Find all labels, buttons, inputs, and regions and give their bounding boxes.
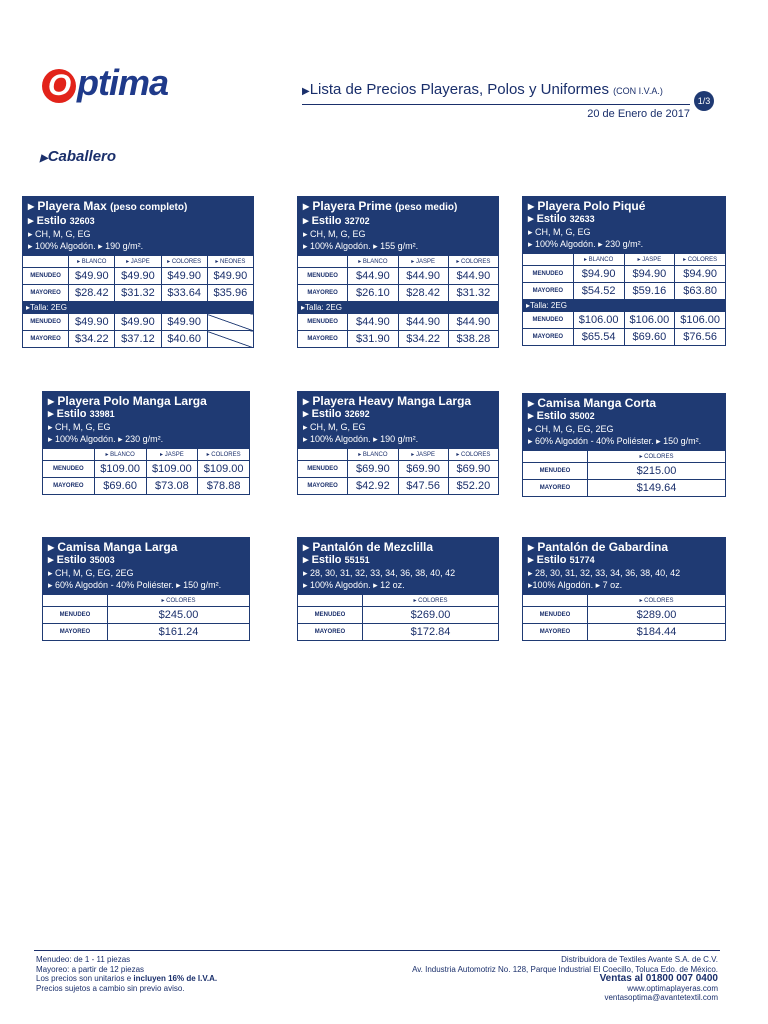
product-card-playera-max (22, 196, 254, 348)
card-header: ▸ Playera Polo Manga Larga ▸ Estilo 33981 ▸ CH, M, G, EG ▸ 100% Algodón. ▸ 230 g/m². (42, 391, 250, 448)
price-table: ▸ BLANCO ▸ JASPE ▸ COLORES ▸ NEONES MENUDEO $49.90 $49.90 $49.90 $49.90 MAYOREO $28.42 $31.32 $33.64 $35.96 ▸Talla: 2EG MENUDEO $49.90 $49.90 $49.90 MAYOREO $34.22 $37.12 $40.60 (22, 255, 254, 348)
section-title: ▶Caballero (40, 148, 117, 165)
page-number-badge: 1/3 (694, 91, 714, 111)
price-table: ▸ COLORES MENUDEO $269.00 MAYOREO $172.84 (297, 594, 499, 641)
price-table: ▸ BLANCO ▸ JASPE ▸ COLORES MENUDEO $44.90 $44.90 $44.90 MAYOREO $26.10 $28.42 $31.32 ▸Talla: 2EG MENUDEO $44.90 $44.90 $44.90 MAYOREO $31.90 $34.22 $38.28 (297, 255, 499, 348)
triangle-icon: ▶ (302, 86, 310, 97)
card-header: ▸ Playera Heavy Manga Larga ▸ Estilo 32692 ▸ CH, M, G, EG ▸ 100% Algodón. ▸ 190 g/m². (297, 391, 499, 448)
footer-divider (34, 950, 720, 951)
optima-logo: O ptima (42, 62, 168, 104)
price-list-date: 20 de Enero de 2017 (587, 108, 690, 120)
page-title: ▶Lista de Precios Playeras, Polos y Uniformes (CON I.V.A.) (302, 81, 663, 98)
triangle-icon: ▶ (40, 153, 48, 164)
email-link[interactable]: ventasoptima@avantetextil.com (604, 993, 718, 1002)
card-header: ▸ Playera Polo Piqué ▸ Estilo 32633 ▸ CH, M, G, EG ▸ 100% Algodón. ▸ 230 g/m². (522, 196, 726, 253)
website-link[interactable]: www.optimaplayeras.com (627, 983, 718, 993)
card-header: ▸ Pantalón de Mezclilla ▸ Estilo 55151 ▸ 28, 30, 31, 32, 33, 34, 36, 38, 40, 42 ▸ 100% Algodón. ▸ 12 oz. (297, 537, 499, 594)
iva-note: (CON I.V.A.) (613, 86, 663, 96)
product-card-playera-polo-pique (522, 196, 726, 346)
price-table: ▸ BLANCO ▸ JASPE ▸ COLORES MENUDEO $109.00 $109.00 $109.00 MAYOREO $69.60 $73.08 $78.88 (42, 448, 250, 495)
product-card-camisa-manga-larga (42, 537, 250, 641)
sales-phone: Ventas al 01800 007 0400 (599, 973, 718, 984)
header-divider (302, 104, 690, 105)
price-table: ▸ COLORES MENUDEO $215.00 MAYOREO $149.64 (522, 450, 726, 497)
price-table: ▸ COLORES MENUDEO $245.00 MAYOREO $161.24 (42, 594, 250, 641)
price-table: ▸ BLANCO ▸ JASPE ▸ COLORES MENUDEO $94.90 $94.90 $94.90 MAYOREO $54.52 $59.16 $63.80 ▸Talla: 2EG MENUDEO $106.00 $106.00 $106.00 MAYOREO $65.54 $69.60 $76.56 (522, 253, 726, 346)
product-card-playera-prime (297, 196, 499, 348)
card-header: ▸ Camisa Manga Corta ▸ Estilo 35002 ▸ CH, M, G, EG, 2EG ▸ 60% Algodón - 40% Poliéster. ▸ 150 g/m². (522, 393, 726, 450)
price-table: ▸ BLANCO ▸ JASPE ▸ COLORES MENUDEO $69.90 $69.90 $69.90 MAYOREO $42.92 $47.56 $52.20 (297, 448, 499, 495)
product-card-pantalon-gabardina (522, 537, 726, 641)
card-header: ▸ Pantalón de Gabardina ▸ Estilo 51774 ▸ 28, 30, 31, 32, 33, 34, 36, 38, 40, 42 ▸100% Algodón. ▸ 7 oz. (522, 537, 726, 594)
product-card-camisa-manga-corta (522, 393, 726, 497)
price-table: ▸ COLORES MENUDEO $289.00 MAYOREO $184.44 (522, 594, 726, 641)
footer-notes: Menudeo: de 1 - 11 piezas Mayoreo: a partir de 12 piezas Los precios son unitarios e incluyen 16% de I.V.A. Precios sujetos a cambio sin previo aviso. (36, 955, 218, 993)
card-header: ▸ Camisa Manga Larga ▸ Estilo 35003 ▸ CH, M, G, EG, 2EG ▸ 60% Algodón - 40% Poliéster. ▸ 150 g/m². (42, 537, 250, 594)
product-card-pantalon-mezclilla (297, 537, 499, 641)
card-header: ▸ Playera Max (peso completo) ▸ Estilo 32603 ▸ CH, M, G, EG ▸ 100% Algodón. ▸ 190 g/m². (22, 196, 254, 255)
product-card-heavy-manga-larga (297, 391, 499, 495)
product-card-polo-manga-larga (42, 391, 250, 495)
card-header: ▸ Playera Prime (peso medio) ▸ Estilo 32702 ▸ CH, M, G, EG ▸ 100% Algodón. ▸ 155 g/m². (297, 196, 499, 255)
footer-contact: Distribuidora de Textiles Avante S.A. de C.V. Av. Industria Automotriz No. 128, Parque Industrial El Coecillo, Toluca Edo. de México. Ventas al 01800 007 0400 www.optimaplayeras.com ventasoptima@avantetextil.com (412, 955, 718, 1002)
